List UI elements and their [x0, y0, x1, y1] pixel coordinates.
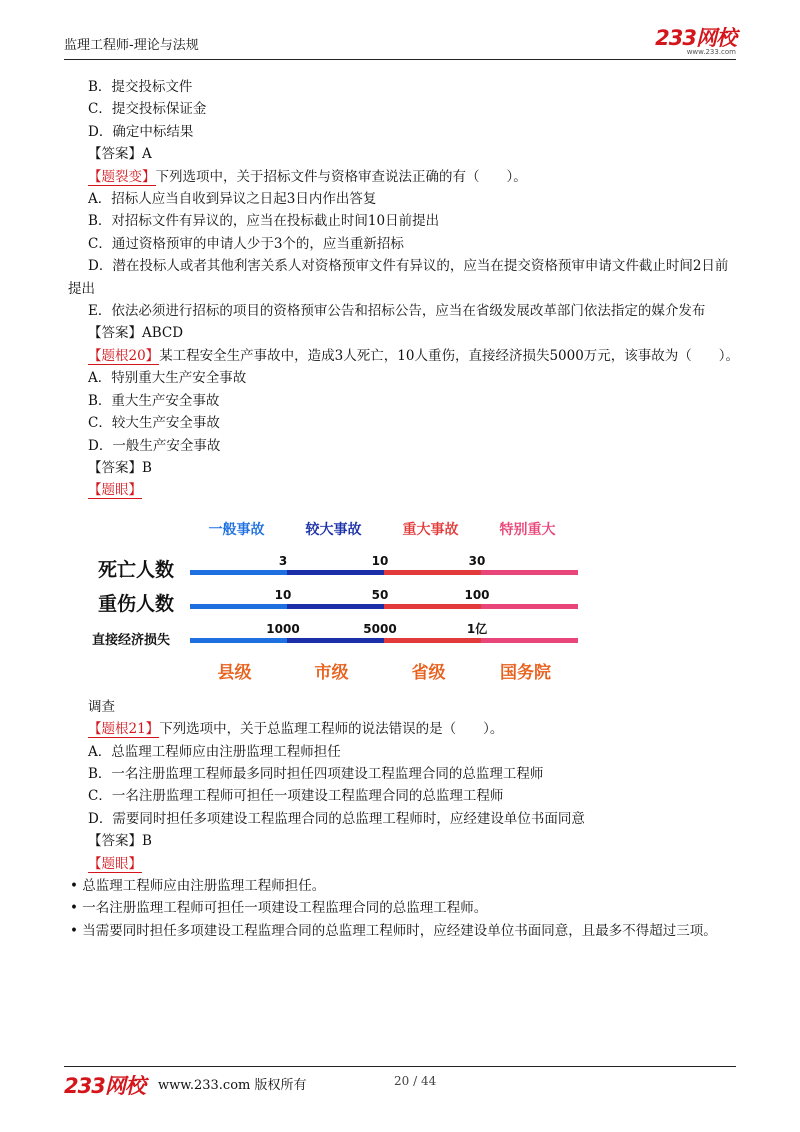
eye-block: [68, 479, 740, 501]
question-block: [68, 718, 740, 740]
question-text: 某工程安全生产事故中，造成3人死亡，10人重伤，直接经济损失5000万元，该事故为（ ）。: [159, 347, 740, 364]
question-text: 下列选项中，关于总监理工程师的说法错误的是（ ）。: [159, 721, 504, 738]
option-b: B．重大生产安全事故: [88, 392, 220, 409]
page-footer: [64, 1066, 736, 1096]
question-block: [68, 345, 740, 367]
option-b: B．提交投标文件: [88, 79, 193, 95]
page-content: [68, 76, 740, 942]
bar-segment: [481, 638, 578, 643]
threshold-label: 1亿: [466, 621, 488, 636]
option-e: E．依法必须进行招标的项目的资格预审公告和招标公告，应当在省级发展改革部门依法指定的媒介发布: [88, 303, 706, 320]
option-c: C．提交投标保证金: [88, 101, 207, 118]
question-text: 下列选项中，关于招标文件与资格审查说法正确的有（ ）。: [155, 168, 527, 185]
chart-svg: [68, 512, 740, 690]
chart-footnote: 调查: [88, 698, 115, 715]
footer-rule: [64, 1066, 736, 1067]
threshold-label: 50: [371, 587, 389, 602]
category-label: 重大事故: [402, 521, 459, 538]
bar-segment: [190, 570, 287, 575]
bullet-item: • 当需要同时担任多项建设工程监理合同的总监理工程师时，应经建设单位书面同意，且最多不得超过三项。: [70, 922, 717, 939]
bar-segment: [481, 604, 578, 609]
category-label: 较大事故: [305, 521, 362, 538]
option-c: C．通过资格预审的申请人少于3个的，应当重新招标: [88, 235, 404, 252]
authority-label: 县级: [217, 662, 252, 683]
authority-label: 国务院: [500, 662, 551, 683]
bar-segment: [287, 604, 384, 609]
category-label: 特别重大: [499, 521, 556, 538]
question-tag: 【题裂变】: [88, 168, 156, 185]
bar-segment: [384, 570, 481, 575]
page-header: [64, 22, 736, 60]
option-d: D．潜在投标人或者其他利害关系人对资格预审文件有异议的，应当在提交资格预审申请文件截止时间2日前提出: [68, 258, 729, 297]
question-block: [68, 166, 740, 188]
row-label: 重伤人数: [98, 592, 175, 615]
bar-segment: [190, 638, 287, 643]
eye-tag: 【题眼】: [88, 482, 142, 499]
threshold-label: 30: [468, 553, 486, 568]
option-c: C．一名注册监理工程师可担任一项建设工程监理合同的总监理工程师: [88, 788, 504, 805]
threshold-label: 1000: [266, 621, 300, 636]
eye-block: [68, 853, 740, 875]
answer: 【答案】ABCD: [88, 325, 184, 342]
row-label: 直接经济损失: [92, 632, 171, 648]
accident-level-chart: [68, 512, 740, 690]
option-b: B．一名注册监理工程师最多同时担任四项建设工程监理合同的总监理工程师: [88, 765, 544, 782]
authority-label: 市级: [314, 662, 349, 683]
question-tag: 【题根21】: [88, 721, 160, 738]
bar-segment: [190, 604, 287, 609]
bar-segment: [287, 638, 384, 643]
threshold-label: 10: [371, 553, 389, 568]
answer: 【答案】B: [88, 833, 152, 850]
option-a: A．总监理工程师应由注册监理工程师担任: [88, 743, 341, 760]
threshold-label: 5000: [363, 621, 397, 636]
page-number: 20 / 44: [394, 1074, 437, 1088]
bar-segment: [384, 604, 481, 609]
brand-logo[interactable]: [655, 22, 736, 56]
threshold-label: 3: [278, 553, 288, 568]
threshold-label: 10: [274, 587, 292, 602]
option-d: D．需要同时担任多项建设工程监理合同的总监理工程师时，应经建设单位书面同意: [88, 810, 585, 827]
threshold-label: 100: [464, 587, 490, 602]
answer: 【答案】B: [88, 459, 152, 476]
bar-segment: [481, 570, 578, 575]
eye-tag: 【题眼】: [88, 855, 142, 872]
header-rule: [64, 59, 736, 60]
option-b: B．对招标文件有异议的，应当在投标截止时间10日前提出: [88, 213, 440, 230]
bullet-item: • 一名注册监理工程师可担任一项建设工程监理合同的总监理工程师。: [70, 900, 488, 917]
option-a: A．招标人应当自收到异议之日起3日内作出答复: [88, 191, 377, 208]
footer-logo[interactable]: 233网校: [64, 1074, 145, 1098]
row-label: 死亡人数: [98, 558, 175, 581]
option-d: D．确定中标结果: [88, 123, 194, 140]
authority-label: 省级: [411, 662, 446, 683]
bar-segment: [287, 570, 384, 575]
category-label: 一般事故: [208, 521, 265, 538]
option-d: D．一般生产安全事故: [88, 437, 221, 454]
document-title: 监理工程师-理论与法规: [64, 38, 199, 53]
question-tag: 【题根20】: [88, 347, 160, 364]
option-c: C．较大生产安全事故: [88, 415, 220, 432]
logo-url: www.233.com: [686, 48, 736, 56]
option-a: A．特别重大生产安全事故: [88, 370, 247, 387]
bullet-item: • 总监理工程师应由注册监理工程师担任。: [70, 877, 326, 894]
copyright: www.233.com 版权所有: [158, 1078, 307, 1093]
bar-segment: [384, 638, 481, 643]
answer: 【答案】A: [88, 146, 152, 163]
logo-text: 233网校: [655, 26, 736, 50]
